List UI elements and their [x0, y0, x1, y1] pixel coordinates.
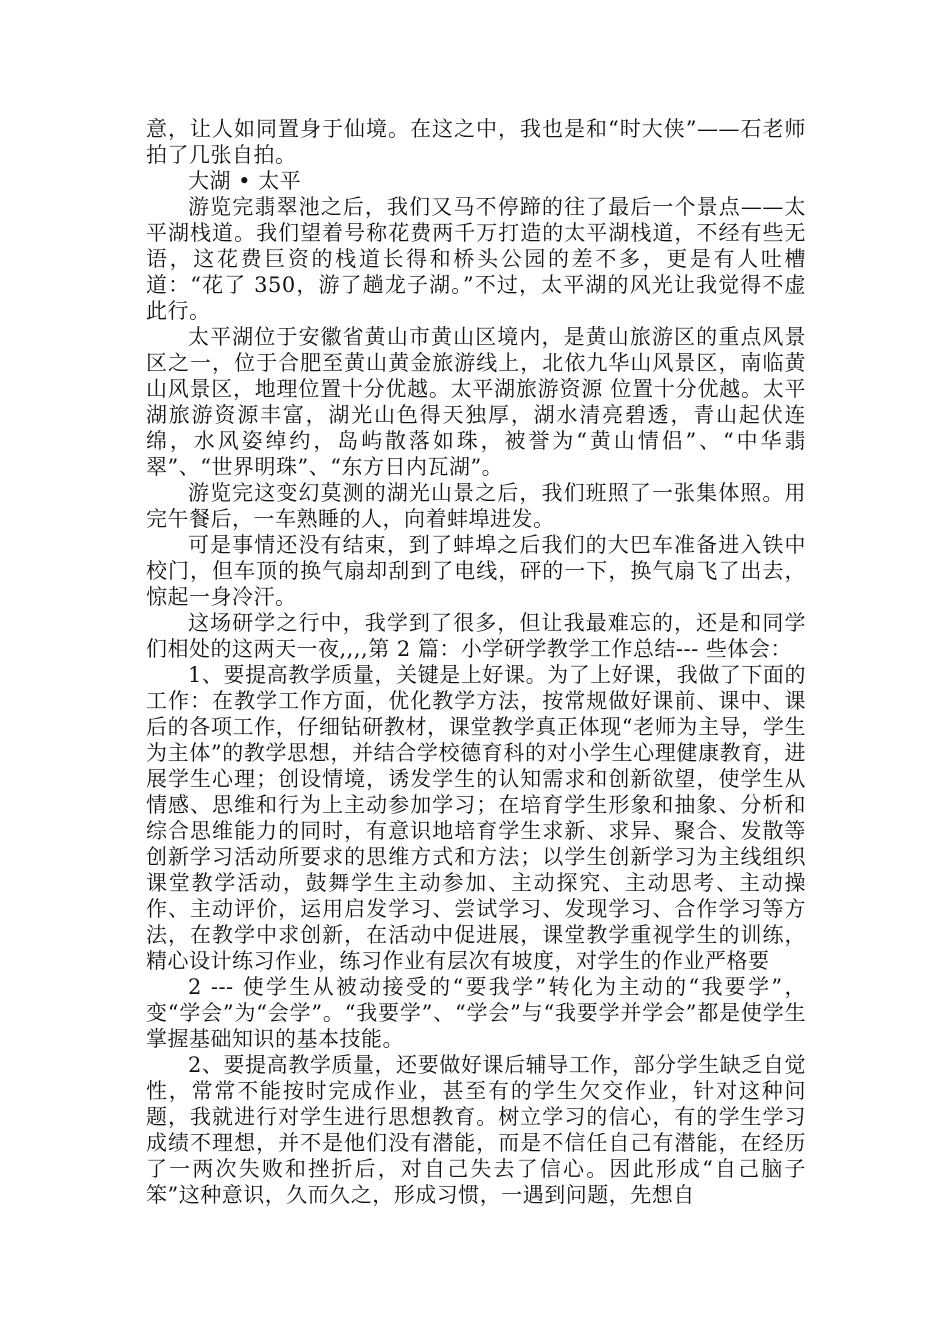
paragraph: 游览完这变幻莫测的湖光山景之后，我们班照了一张集体照。用完午餐后，一车熟睡的人，向着蚌埠进发。	[146, 481, 806, 531]
paragraph: 1、要提高教学质量，关键是上好课。为了上好课，我做了下面的工作：在教学工作方面，优化教学方法，按常规做好课前、课中、课后的各项工作，仔细钻研教材，课堂教学真正体现“老师为主导，学生为主体”的教学思想，并结合学校德育科的对小学生心理健康教育，进展学生心理；创设情境，诱发学生的认知需求和创新欲望，使学生从情感、思维和行为上主动参加学习；在培育学生形象和抽象、分析和综合思维能力的同时，有意识地培育学生求新、求异、聚合、发散等创新学习活动所要求的思维方式和方法；以学生创新学习为主线组织课堂教学活动，鼓舞学生主动参加、主动探究、主动思考、主动操作、主动评价，运用启发学习、尝试学习、发现学习、合作学习等方法，在教学中求创新，在活动中促进展，课堂教学重视学生的训练，精心设计练习作业，练习作业有层次有坡度，对学生的作业严格要	[146, 663, 806, 973]
paragraph: 2 --- 使学生从被动接受的“要我学”转化为主动的“我要学”，变“学会”为“会学”。“我要学”、“学会”与“我要学并学会”都是使学生掌握基础知识的基本技能。	[146, 975, 806, 1051]
document-body	[146, 116, 806, 1208]
paragraph: 可是事情还没有结束，到了蚌埠之后我们的大巴车准备进入铁中校门，但车顶的换气扇却刮到了电线，砰的一下，换气扇飞了出去，惊起一身冷汗。	[146, 533, 806, 609]
paragraph: 2、要提高教学质量，还要做好课后辅导工作，部分学生缺乏自觉性，常常不能按时完成作业，甚至有的学生欠交作业，针对这种问题，我就进行对学生进行思想教育。树立学习的信心，有的学生学习成绩不理想，并不是他们没有潜能，而是不信任自己有潜能，在经历了一两次失败和挫折后，对自己失去了信心。因此形成“自己脑子笨”这种意识，久而久之，形成习惯，一遇到问题，先想自	[146, 1053, 806, 1207]
section-heading: 大湖 • 太平	[188, 169, 302, 193]
paragraph: 游览完翡翠池之后，我们又马不停蹄的往了最后一个景点——太平湖栈道。我们望着号称花费两千万打造的太平湖栈道，不经有些无语，这花费巨资的栈道长得和桥头公园的差不多，更是有人吐槽道：“花了 350，游了趟龙子湖。”不过，太平湖的风光让我觉得不虚此行。	[146, 195, 806, 323]
paragraph-continuation: 意，让人如同置身于仙境。在这之中，我也是和“时大侠”——石老师拍了几张自拍。	[146, 117, 806, 167]
paragraph: 太平湖位于安徽省黄山市黄山区境内，是黄山旅游区的重点风景区之一，位于合肥至黄山黄金旅游线上，北依九华山风景区，南临黄山风景区，地理位置十分优越。太平湖旅游资源 位置十分优越。太平湖旅游资源丰富，湖光山色得天独厚，湖水清亮碧透，青山起伏连绵，水风姿绰约，岛屿散落如珠，被誉为“黄山情侣”、“中华翡翠”、“世界明珠”、“东方日内瓦湖”。	[146, 325, 806, 479]
paragraph: 这场研学之行中，我学到了很多，但让我最难忘的，还是和同学们相处的这两天一夜,,,,第 2 篇：小学研学教学工作总结--- 些体会：	[146, 611, 806, 661]
